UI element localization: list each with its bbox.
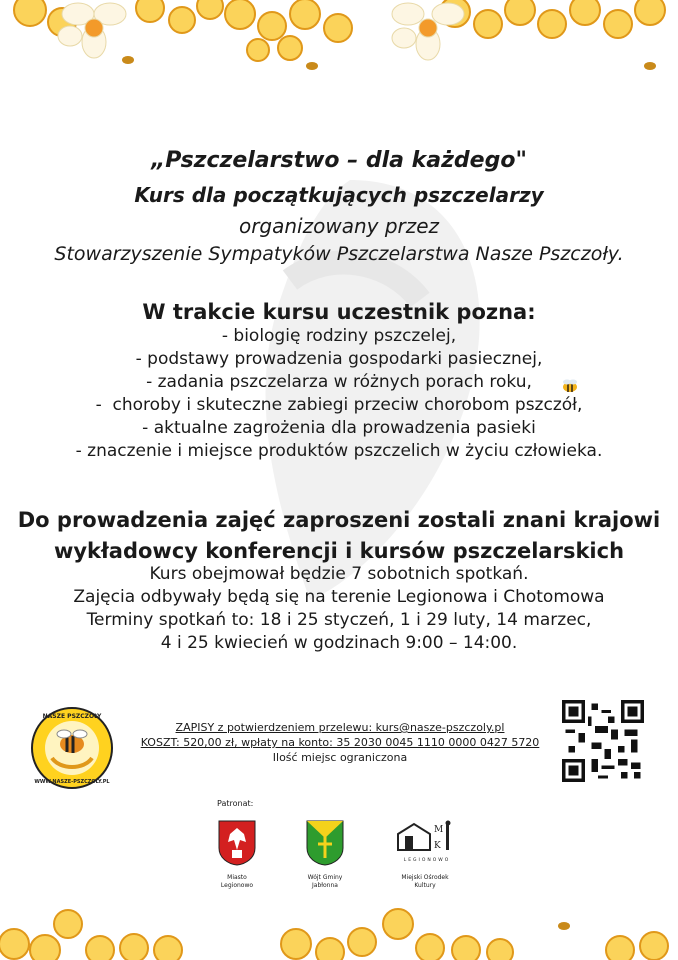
logo-top-text: NASZE PSZCZOŁY <box>42 713 102 720</box>
patron-label: Miejski Ośrodek Kultury <box>401 874 449 889</box>
list-item: - choroby i skuteczne zabiegi przeciw chorobom pszczół, <box>95 395 583 415</box>
detail-line: 4 i 25 kwiecień w godzinach 9:00 – 14:00. <box>160 633 518 653</box>
honeycomb-bottom-decoration <box>0 880 678 960</box>
organizer-name: Stowarzyszenie Sympatyków Pszczelarstwa Nasze Pszczoły. <box>54 243 624 265</box>
lecturers-heading <box>0 505 678 567</box>
legionowo-coat-of-arms <box>218 820 256 866</box>
mok-legionowo-logo <box>396 820 458 864</box>
jablonna-coat-of-arms <box>306 820 344 866</box>
curriculum-list <box>0 325 678 463</box>
nasze-pszczoly-logo <box>30 706 114 790</box>
course-details <box>0 563 678 655</box>
svg-text:M: M <box>434 825 444 835</box>
bee-icon <box>122 56 656 70</box>
list-item: - zadania pszczelarza w różnych porach roku, <box>146 372 532 392</box>
curriculum-heading: W trakcie kursu uczestnik pozna: <box>142 300 536 324</box>
qr-code <box>562 700 644 782</box>
lecturers-line: Do prowadzenia zajęć zaproszeni zostali znani krajowi <box>17 508 661 532</box>
course-title: „Pszczelarstwo – dla każdego" <box>151 148 527 173</box>
organized-by-label: organizowany przez <box>238 214 440 238</box>
lecturers-line: wykładowcy konferencji i kursów pszczelarskich <box>53 539 625 563</box>
list-item: - znaczenie i miejsce produktów pszczelich w życiu człowieka. <box>75 441 603 461</box>
patronage-label: Patronat: <box>217 799 254 808</box>
patron-label: Wójt Gminy Jabłonna <box>307 874 343 889</box>
detail-line: Zajęcia odbywały będą się na terenie Legionowa i Chotomowa <box>73 587 605 607</box>
logo-bottom-text: WWW.NASZE-PSZCZOLY.PL <box>34 779 110 785</box>
list-item: - aktualne zagrożenia dla prowadzenia pasieki <box>142 418 536 438</box>
bee-icon <box>560 378 580 394</box>
patron-label: Miasto Legionowo <box>220 874 254 889</box>
bee-icon <box>558 922 570 930</box>
list-item: - biologię rodziny pszczelej, <box>221 326 457 346</box>
limited-seats-line: Ilość miejsc ograniczona <box>272 751 408 764</box>
cost-line: KOSZT: 520,00 zł, wpłaty na konto: 35 2030 0045 1110 0000 0427 5720 <box>140 736 540 749</box>
list-item: - podstawy prowadzenia gospodarki pasiecznej, <box>135 349 543 369</box>
registration-info <box>120 720 560 765</box>
course-subtitle: Kurs dla początkujących pszczelarzy <box>134 183 544 207</box>
detail-line: Kurs obejmował będzie 7 sobotnich spotkań. <box>149 564 529 584</box>
mok-small-text: LEGIONOWO <box>403 858 451 863</box>
honeycomb-top-decoration <box>0 0 678 80</box>
detail-line: Terminy spotkań to: 18 i 25 styczeń, 1 i 29 luty, 14 marzec, <box>86 610 592 630</box>
svg-text:K: K <box>434 841 441 851</box>
registration-line: ZAPISY z potwierdzeniem przelewu: kurs@nasze-pszczoly.pl <box>175 721 505 734</box>
